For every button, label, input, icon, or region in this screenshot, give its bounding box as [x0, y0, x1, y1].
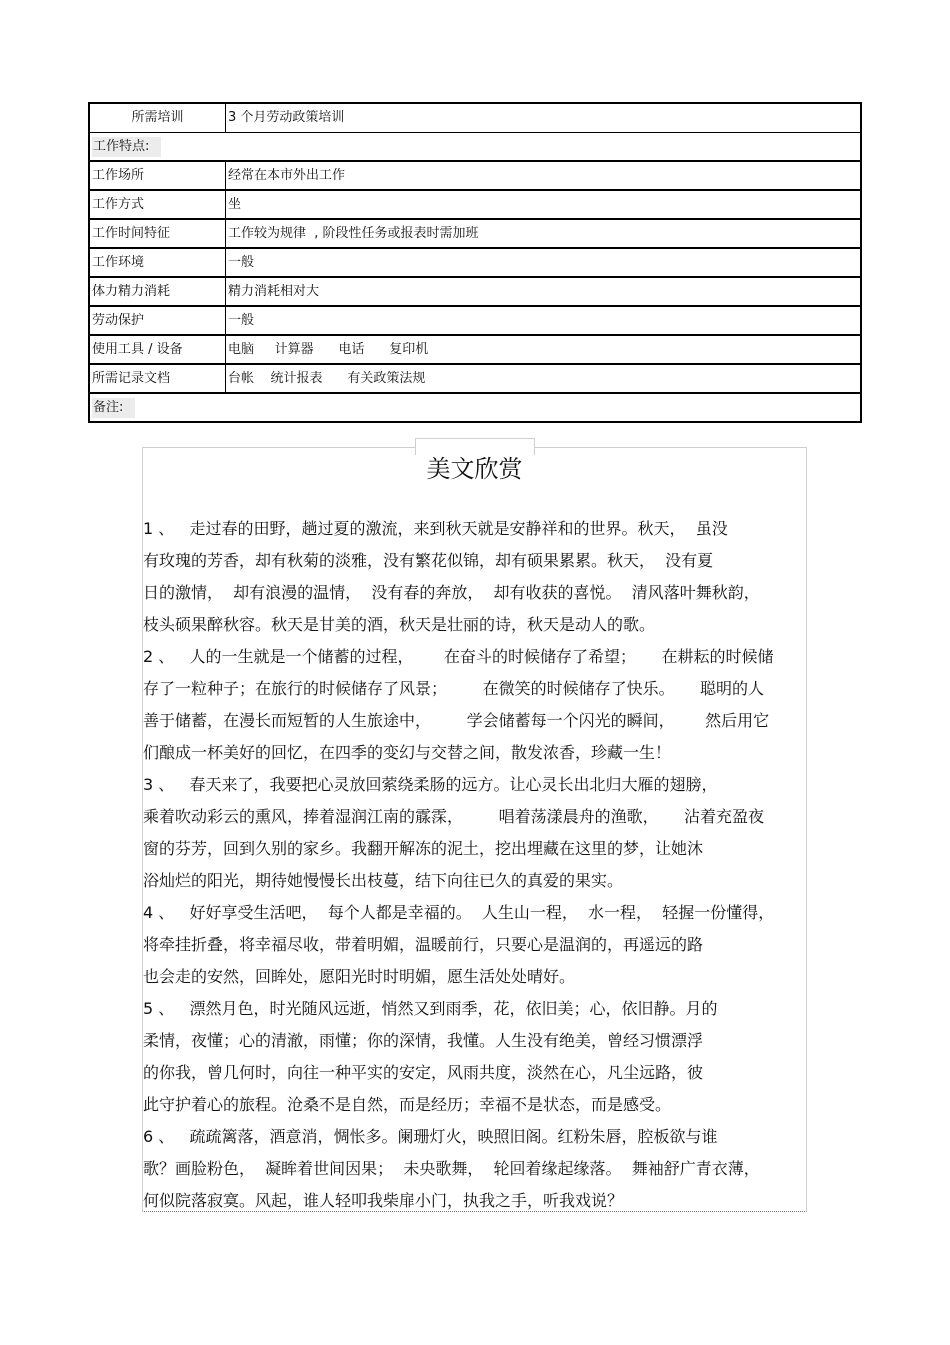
table-row-features-header — [90, 133, 860, 162]
paragraph-line: 3 、 春天来了，我要把心灵放回萦绕柔肠的远方。让心灵长出北归大雁的翅膀， — [143, 775, 718, 794]
row-label: 工作场所 — [90, 162, 226, 189]
essay-paragraph-1 — [143, 513, 808, 641]
essay-paragraph-3 — [143, 769, 808, 897]
row-label: 体力精力消耗 — [90, 278, 226, 305]
essay-title: 美文欣赏 — [426, 455, 523, 483]
table-row — [90, 249, 860, 278]
paragraph-line: 窗的芬芳，回到久别的家乡。我翻开解冻的泥土，挖出埋藏在这里的梦，让她沐 — [143, 839, 704, 858]
row-label: 工作方式 — [90, 191, 226, 218]
row-value: 坐 — [228, 197, 242, 212]
paragraph-line: 的你我，曾几何时，向往一种平实的安定，风雨共度，淡然在心，凡尘远路，彼 — [143, 1063, 704, 1082]
paragraph-line: 将牵挂折叠，将幸福尽收，带着明媚，温暖前行，只要心是温润的，再遥远的路 — [143, 935, 704, 954]
table-row — [90, 220, 860, 249]
row-value: 一般 — [228, 313, 255, 328]
remarks-label: 备注: — [92, 398, 135, 418]
training-value: 3 个月劳动政策培训 — [228, 110, 345, 125]
job-info-table — [88, 102, 862, 423]
row-label: 工作环境 — [90, 249, 226, 276]
paragraph-line: 日的激情， 却有浪漫的温情， 没有春的奔放， 却有收获的喜悦。 清风落叶舞秋韵， — [143, 583, 760, 602]
paragraph-line: 6 、 疏疏篱落，酒意消，惆怅多。阑珊灯火，映照旧阁。红粉朱唇，腔板欲与谁 — [143, 1127, 718, 1146]
table-row — [90, 191, 860, 220]
paragraph-line: 1 、 走过春的田野，趟过夏的激流，来到秋天就是安静祥和的世界。秋天， 虽没 — [143, 519, 728, 538]
row-value: 电脑 计算器 电话 复印机 — [228, 342, 429, 357]
essay-paragraph-4 — [143, 897, 808, 993]
paragraph-line: 4 、 好好享受生活吧， 每个人都是幸福的。 人生山一程， 水一程， 轻握一份懂得， — [143, 903, 775, 922]
table-row — [90, 307, 860, 336]
table-row-remarks — [90, 394, 860, 421]
paragraph-line: 2 、 人的一生就是一个储蓄的过程， 在奋斗的时候储存了希望； 在耕耘的时候储 — [143, 647, 774, 666]
training-label: 所需培训 — [90, 104, 226, 132]
paragraph-line: 存了一粒种子；在旅行的时候储存了风景； 在微笑的时候储存了快乐。 聪明的人 — [143, 679, 765, 698]
paragraph-line: 5 、 漂然月色，时光随风远逝，悄然又到雨季，花，依旧美；心，依旧静。月的 — [143, 999, 718, 1018]
table-row — [90, 278, 860, 307]
row-label: 所需记录文档 — [90, 365, 226, 392]
row-value: 台帐 统计报表 有关政策法规 — [228, 371, 426, 386]
paragraph-line: 善于储蓄，在漫长而短暂的人生旅途中， 学会储蓄每一个闪光的瞬间， 然后用它 — [143, 711, 770, 730]
paragraph-line: 乘着吹动彩云的熏风，捧着湿润江南的霡霂， 唱着荡漾晨舟的渔歌， 沾着充盈夜 — [143, 807, 765, 826]
row-label: 工作时间特征 — [90, 220, 226, 247]
essay-paragraph-2 — [143, 641, 808, 769]
paragraph-line: 柔情，夜懂；心的清澈，雨懂；你的深情，我懂。人生没有绝美，曾经习惯漂浮 — [143, 1031, 704, 1050]
paragraph-line: 们酿成一杯美好的回忆，在四季的变幻与交替之间，散发浓香，珍藏一生！ — [143, 743, 672, 762]
essay-paragraph-6 — [143, 1121, 808, 1217]
row-value: 精力消耗相对大 — [228, 284, 320, 299]
row-value: 工作较为规律 , 阶段性任务或报表时需加班 — [228, 226, 479, 241]
paragraph-line: 枝头硕果醉秋容。秋天是甘美的酒，秋天是壮丽的诗，秋天是动人的歌。 — [143, 615, 656, 634]
paragraph-line: 歌？画脸粉色， 凝眸着世间因果； 未央歌舞， 轮回着缘起缘落。 舞袖舒广青衣薄， — [143, 1159, 760, 1178]
table-row — [90, 336, 860, 365]
table-row — [90, 162, 860, 191]
essay-paragraph-5 — [143, 993, 808, 1121]
paragraph-line: 浴灿烂的阳光，期待她慢慢长出枝蔓，结下向往已久的真爱的果实。 — [143, 871, 624, 890]
paragraph-line: 此守护着心的旅程。沧桑不是自然，而是经历；幸福不是状态，而是感受。 — [143, 1095, 672, 1114]
row-value: 一般 — [228, 255, 255, 270]
features-header: 工作特点: — [92, 137, 161, 157]
row-value: 经常在本市外出工作 — [228, 168, 346, 183]
paragraph-line: 有玫瑰的芳香，却有秋菊的淡雅，没有繁花似锦，却有硕果累累。秋天， 没有夏 — [143, 551, 714, 570]
table-row — [90, 365, 860, 394]
row-label: 使用工具 / 设备 — [90, 336, 226, 363]
table-row-training — [90, 104, 860, 133]
essay-box — [142, 447, 807, 1212]
row-label: 劳动保护 — [90, 307, 226, 334]
paragraph-line: 何似院落寂寞。风起，谁人轻叩我柴扉小门，执我之手，听我戏说？ — [143, 1191, 624, 1210]
paragraph-line: 也会走的安然，回眸处，愿阳光时时明媚，愿生活处处晴好。 — [143, 967, 576, 986]
